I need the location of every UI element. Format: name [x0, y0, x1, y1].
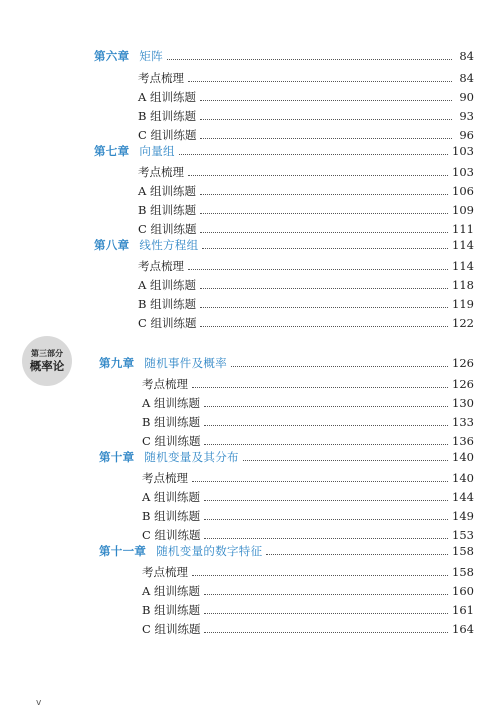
- part-three-badge: [22, 336, 72, 386]
- section-title: B 组训练题: [142, 603, 201, 617]
- section-title: 考点梳理: [142, 377, 188, 391]
- page-number: 136: [452, 434, 474, 448]
- chapter-heading: [94, 142, 175, 160]
- page-number: 133: [452, 415, 474, 429]
- leader-dots: [200, 138, 452, 139]
- chapter-title: 矩阵: [139, 49, 164, 63]
- page-number: 93: [459, 109, 474, 123]
- section-title: B 组训练题: [138, 297, 197, 311]
- page-number: 122: [452, 316, 474, 330]
- chapter-title: 随机事件及概率: [144, 356, 228, 370]
- section-title: B 组训练题: [142, 509, 201, 523]
- leader-dots: [167, 59, 452, 60]
- leader-dots: [200, 326, 448, 327]
- footer-mark: v: [36, 698, 42, 708]
- section-title: B 组训练题: [142, 415, 201, 429]
- page-number: 84: [459, 71, 474, 85]
- section-title: C 组训练题: [138, 316, 197, 330]
- leader-dots: [231, 366, 448, 367]
- chapter-number: 第七章: [94, 144, 130, 158]
- chapter-number: 第九章: [99, 356, 135, 370]
- leader-dots: [204, 613, 448, 614]
- leader-dots: [200, 288, 448, 289]
- chapter-heading: [99, 542, 262, 560]
- toc-section-row[interactable]: [142, 620, 474, 638]
- section-title: 考点梳理: [138, 259, 184, 273]
- toc-section-row[interactable]: [138, 163, 474, 181]
- leader-dots: [200, 194, 448, 195]
- toc-section-row[interactable]: [142, 507, 474, 525]
- leader-dots: [204, 538, 448, 539]
- page-number: 160: [452, 584, 474, 598]
- toc-section-row[interactable]: [138, 182, 474, 200]
- chapter-title: 向量组: [139, 144, 175, 158]
- page-number: 158: [452, 544, 474, 558]
- page-number: 119: [452, 297, 474, 311]
- leader-dots: [204, 594, 448, 595]
- page-number: 126: [452, 377, 474, 391]
- leader-dots: [200, 213, 448, 214]
- toc-chapter-row[interactable]: [94, 47, 474, 65]
- leader-dots: [266, 554, 448, 555]
- page-number: 84: [459, 49, 474, 63]
- page-number: 140: [452, 471, 474, 485]
- section-title: C 组训练题: [142, 434, 201, 448]
- page-number: 149: [452, 509, 474, 523]
- leader-dots: [204, 444, 448, 445]
- leader-dots: [179, 154, 448, 155]
- page-number: 103: [452, 165, 474, 179]
- section-title: A 组训练题: [142, 396, 200, 410]
- leader-dots: [204, 425, 448, 426]
- page-number: 118: [452, 278, 474, 292]
- chapter-heading: [94, 47, 163, 65]
- section-title: 考点梳理: [142, 471, 188, 485]
- toc-section-row[interactable]: [142, 469, 474, 487]
- page-number: 161: [452, 603, 474, 617]
- page-number: 158: [452, 565, 474, 579]
- toc-section-row[interactable]: [138, 201, 474, 219]
- toc-section-row[interactable]: [142, 582, 474, 600]
- toc-chapter-row[interactable]: [94, 142, 474, 160]
- chapter-title: 随机变量的数字特征: [156, 544, 263, 558]
- toc-chapter-row[interactable]: [94, 236, 474, 254]
- chapter-number: 第十章: [99, 450, 135, 464]
- toc-section-row[interactable]: [138, 88, 474, 106]
- section-title: C 组训练题: [138, 128, 197, 142]
- toc-section-row[interactable]: [138, 314, 474, 332]
- page-number: 109: [452, 203, 474, 217]
- leader-dots: [204, 519, 448, 520]
- chapter-title: 随机变量及其分布: [144, 450, 239, 464]
- leader-dots: [192, 387, 448, 388]
- section-title: 考点梳理: [138, 71, 184, 85]
- section-title: A 组训练题: [138, 90, 196, 104]
- page-number: 114: [452, 259, 474, 273]
- leader-dots: [202, 248, 448, 249]
- page-number: 103: [452, 144, 474, 158]
- section-title: A 组训练题: [142, 584, 200, 598]
- section-title: A 组训练题: [138, 278, 196, 292]
- part-badge-number: 第三部分: [31, 349, 63, 358]
- chapter-number: 第八章: [94, 238, 130, 252]
- leader-dots: [200, 119, 452, 120]
- chapter-heading: [99, 448, 239, 466]
- section-title: C 组训练题: [142, 528, 201, 542]
- leader-dots: [243, 460, 448, 461]
- leader-dots: [204, 632, 448, 633]
- toc-section-row[interactable]: [138, 295, 474, 313]
- leader-dots: [188, 81, 452, 82]
- toc-section-row[interactable]: [142, 563, 474, 581]
- page-number: 164: [452, 622, 474, 636]
- section-title: C 组训练题: [138, 222, 197, 236]
- toc-section-row[interactable]: [138, 257, 474, 275]
- chapter-number: 第十一章: [99, 544, 147, 558]
- leader-dots: [204, 500, 448, 501]
- toc-section-row[interactable]: [138, 276, 474, 294]
- chapter-number: 第六章: [94, 49, 130, 63]
- toc-section-row[interactable]: [138, 69, 474, 87]
- section-title: C 组训练题: [142, 622, 201, 636]
- chapter-title: 线性方程组: [139, 238, 199, 252]
- toc-chapter-row[interactable]: [99, 448, 474, 466]
- page-number: 126: [452, 356, 474, 370]
- leader-dots: [200, 232, 448, 233]
- chapter-heading: [94, 236, 198, 254]
- leader-dots: [188, 269, 448, 270]
- leader-dots: [192, 575, 448, 576]
- toc-section-row[interactable]: [142, 375, 474, 393]
- page-number: 96: [459, 128, 474, 142]
- section-title: A 组训练题: [142, 490, 200, 504]
- section-title: B 组训练题: [138, 109, 197, 123]
- leader-dots: [204, 406, 448, 407]
- toc-section-row[interactable]: [142, 413, 474, 431]
- chapter-heading: [99, 354, 227, 372]
- leader-dots: [192, 481, 448, 482]
- toc-section-row[interactable]: [138, 107, 474, 125]
- toc-chapter-row[interactable]: [99, 542, 474, 560]
- toc-section-row[interactable]: [142, 394, 474, 412]
- toc-section-row[interactable]: [142, 601, 474, 619]
- page-number: 144: [452, 490, 474, 504]
- page-number: 114: [452, 238, 474, 252]
- page-number: 106: [452, 184, 474, 198]
- toc-section-row[interactable]: [142, 488, 474, 506]
- leader-dots: [188, 175, 448, 176]
- section-title: 考点梳理: [142, 565, 188, 579]
- leader-dots: [200, 100, 452, 101]
- part-badge-title: 概率论: [29, 359, 65, 373]
- section-title: 考点梳理: [138, 165, 184, 179]
- page-number: 111: [452, 222, 474, 236]
- leader-dots: [200, 307, 448, 308]
- toc-chapter-row[interactable]: [99, 354, 474, 372]
- section-title: A 组训练题: [138, 184, 196, 198]
- section-title: B 组训练题: [138, 203, 197, 217]
- page-number: 153: [452, 528, 474, 542]
- page-number: 130: [452, 396, 474, 410]
- page-number: 90: [459, 90, 474, 104]
- page-number: 140: [452, 450, 474, 464]
